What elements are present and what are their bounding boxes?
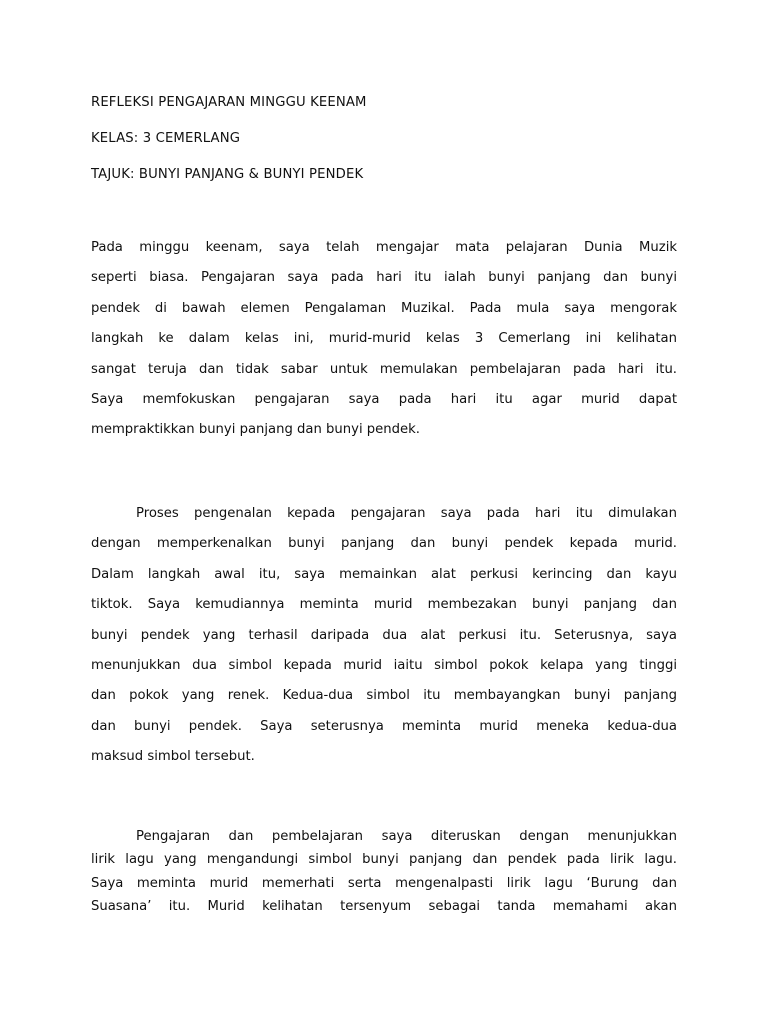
paragraph-line: langkah ke dalam kelas ini, murid-murid kelas 3 Cemerlang ini kelihatan (91, 331, 677, 347)
paragraph-line: mempraktikkan bunyi panjang dan bunyi pendek. (91, 422, 420, 438)
paragraph-line: Saya meminta murid memerhati serta mengenalpasti lirik lagu ‘Burung dan (91, 875, 677, 891)
paragraph-line: bunyi pendek yang terhasil daripada dua alat perkusi itu. Seterusnya, saya (91, 627, 677, 643)
paragraph-line: menunjukkan dua simbol kepada murid iaitu simbol pokok kelapa yang tinggi (91, 658, 677, 674)
paragraph-line: seperti biasa. Pengajaran saya pada hari itu ialah bunyi panjang dan bunyi (91, 270, 677, 286)
paragraph-line: maksud simbol tersebut. (91, 749, 255, 765)
paragraph-line: Pengajaran dan pembelajaran saya diteruskan dengan menunjukkan (136, 829, 677, 844)
paragraph-line: Dalam langkah awal itu, saya memainkan alat perkusi kerincing dan kayu (91, 566, 677, 582)
paragraph-2 (91, 499, 677, 773)
topic-heading: TAJUK: BUNYI PANJANG & BUNYI PENDEK (91, 167, 364, 182)
paragraph-line: dan pokok yang renek. Kedua-dua simbol itu membayangkan bunyi panjang (91, 688, 677, 704)
paragraph-1 (91, 233, 677, 446)
paragraph-3 (91, 825, 677, 918)
paragraph-line: Suasana’ itu. Murid kelihatan tersenyum sebagai tanda memahami akan (91, 898, 677, 914)
paragraph-line: dengan memperkenalkan bunyi panjang dan bunyi pendek kepada murid. (91, 536, 677, 552)
paragraph-line: lirik lagu yang mengandungi simbol bunyi panjang dan pendek pada lirik lagu. (91, 852, 677, 868)
paragraph-line: pendek di bawah elemen Pengalaman Muzikal. Pada mula saya mengorak (91, 300, 677, 316)
paragraph-line: Pada minggu keenam, saya telah mengajar mata pelajaran Dunia Muzik (91, 240, 677, 255)
paragraph-line: Saya memfokuskan pengajaran saya pada hari itu agar murid dapat (91, 392, 677, 408)
document-title: REFLEKSI PENGAJARAN MINGGU KEENAM (91, 95, 367, 110)
paragraph-line: dan bunyi pendek. Saya seterusnya meminta murid meneka kedua-dua (91, 718, 677, 734)
paragraph-line: tiktok. Saya kemudiannya meminta murid membezakan bunyi panjang dan (91, 597, 677, 613)
paragraph-line: Proses pengenalan kepada pengajaran saya pada hari itu dimulakan (136, 506, 677, 521)
class-heading: KELAS: 3 CEMERLANG (91, 131, 241, 146)
paragraph-line: sangat teruja dan tidak sabar untuk memulakan pembelajaran pada hari itu. (91, 361, 677, 377)
